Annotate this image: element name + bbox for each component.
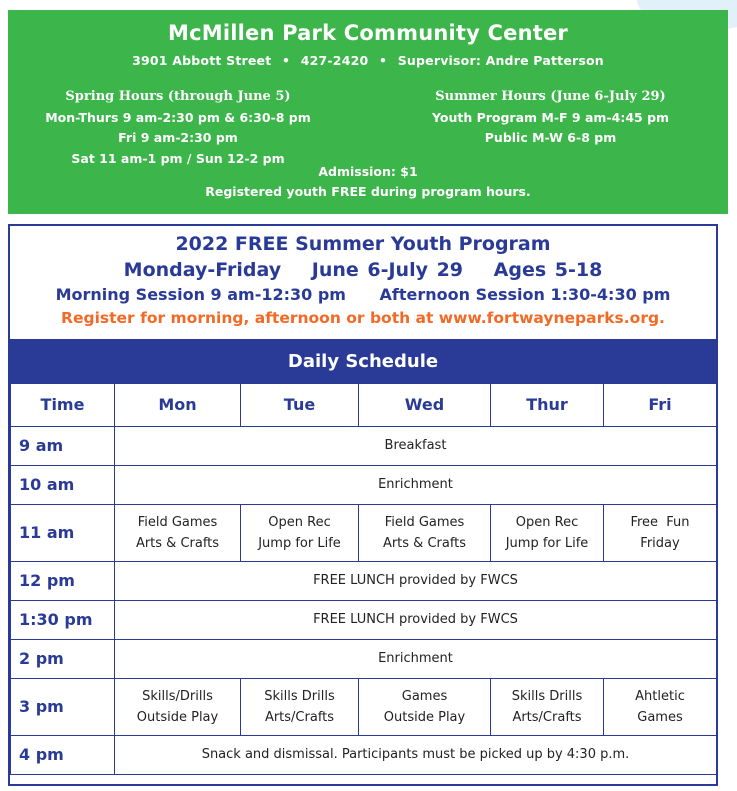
program-title: 2022 FREE Summer Youth Program (175, 233, 551, 255)
header-tue: Tue (241, 384, 359, 426)
spring-hours-line: Fri 9 am-2:30 pm (118, 130, 238, 145)
schedule-row-10am (11, 465, 717, 504)
morning-session: Morning Session 9 am-12:30 pm (55, 285, 346, 304)
event-line: Arts/Crafts (512, 709, 582, 725)
center-supervisor: Supervisor: Andre Patterson (397, 53, 604, 68)
center-name: McMillen Park Community Center (168, 21, 568, 45)
event-line: Skills Drills (264, 688, 335, 704)
time-cell: 2 pm (11, 639, 115, 678)
summer-hours (408, 87, 693, 149)
header-fri: Fri (604, 384, 717, 426)
time-cell: 12 pm (11, 561, 115, 600)
registration-note: Register for morning, afternoon or both at www.fortwayneparks.org. (61, 309, 665, 327)
spring-hours-line: Mon-Thurs 9 am-2:30 pm & 6:30-8 pm (45, 109, 311, 125)
event-line: Skills Drills (511, 688, 583, 704)
event-line: Open Rec (515, 514, 579, 530)
event-line: Jump for Life (505, 535, 589, 551)
event-mon (115, 678, 241, 735)
afternoon-session: Afternoon Session 1:30-4:30 pm (379, 285, 671, 304)
event-line: Games (637, 709, 683, 725)
time-cell: 4 pm (11, 735, 115, 774)
event-line: Skills/Drills (142, 688, 213, 704)
contact-line (8, 53, 728, 68)
spring-hours (38, 87, 318, 169)
event-line: Arts/Crafts (264, 709, 335, 725)
center-address: 3901 Abbott Street (132, 53, 272, 68)
schedule-row-12pm (11, 561, 717, 600)
program-days: Monday-Friday (123, 259, 282, 281)
event-line: Field Games (384, 514, 465, 530)
event-fri (604, 504, 717, 561)
program-ages: Ages 5-18 (493, 259, 603, 281)
schedule-row-4pm (11, 735, 717, 774)
event-line: Outside Play (383, 709, 466, 725)
event-line: Ahtletic (635, 688, 685, 704)
event-tue (241, 504, 359, 561)
daily-schedule-table (10, 384, 717, 775)
schedule-banner: Daily Schedule (10, 339, 716, 384)
community-center-info (8, 10, 728, 214)
event-fri (604, 678, 717, 735)
event-all-days: Enrichment (115, 465, 717, 504)
admission-note: Registered youth FREE during program hours. (205, 184, 531, 199)
event-tue (241, 678, 359, 735)
header-thur: Thur (491, 384, 604, 426)
center-phone: 427-2420 (300, 53, 369, 68)
event-line: Free Fun (630, 514, 690, 530)
summer-youth-program (8, 224, 718, 786)
event-all-days: Snack and dismissal. Participants must be picked up by 4:30 p.m. (115, 735, 717, 774)
header-time: Time (11, 384, 115, 426)
event-line: Open Rec (268, 514, 331, 530)
schedule-row-2pm (11, 639, 717, 678)
event-line: Friday (640, 535, 680, 551)
admission-price: Admission: $1 (318, 164, 418, 179)
schedule-row-3pm (11, 678, 717, 735)
summer-hours-line: Youth Program M-F 9 am-4:45 pm (431, 109, 670, 125)
event-thur (491, 504, 604, 561)
event-wed (359, 504, 491, 561)
event-wed (359, 678, 491, 735)
event-line: Jump for Life (258, 535, 341, 551)
header-mon: Mon (115, 384, 241, 426)
schedule-row-130pm (11, 600, 717, 639)
time-cell: 9 am (11, 426, 115, 465)
schedule-header-row (11, 384, 717, 426)
event-line: Arts & Crafts (382, 535, 467, 551)
header-wed: Wed (359, 384, 491, 426)
schedule-row-11am (11, 504, 717, 561)
event-all-days: Enrichment (115, 639, 717, 678)
event-all-days: Breakfast (115, 426, 717, 465)
program-header (10, 226, 716, 339)
event-all-days: FREE LUNCH provided by FWCS (115, 600, 717, 639)
schedule-row-9am (11, 426, 717, 465)
program-days-line (10, 257, 716, 283)
separator-bullet: • (378, 53, 388, 68)
event-line: Arts & Crafts (135, 535, 220, 551)
event-line: Games (401, 688, 448, 704)
time-cell: 1:30 pm (11, 600, 115, 639)
program-dates: June 6-July 29 (311, 259, 464, 281)
spring-hours-line: Sat 11 am-1 pm / Sun 12-2 pm (71, 150, 285, 166)
summer-hours-heading: Summer Hours (June 6-July 29) (435, 89, 666, 104)
program-sessions (10, 283, 716, 307)
time-cell: 10 am (11, 465, 115, 504)
event-line: Outside Play (136, 709, 219, 725)
summer-hours-line: Public M-W 6-8 pm (484, 130, 617, 145)
time-cell: 3 pm (11, 678, 115, 735)
admission-info (8, 162, 728, 202)
time-cell: 11 am (11, 504, 115, 561)
event-all-days: FREE LUNCH provided by FWCS (115, 561, 717, 600)
event-line: Field Games (137, 514, 218, 530)
event-mon (115, 504, 241, 561)
separator-bullet: • (281, 53, 291, 68)
event-thur (491, 678, 604, 735)
spring-hours-heading: Spring Hours (through June 5) (65, 89, 291, 104)
